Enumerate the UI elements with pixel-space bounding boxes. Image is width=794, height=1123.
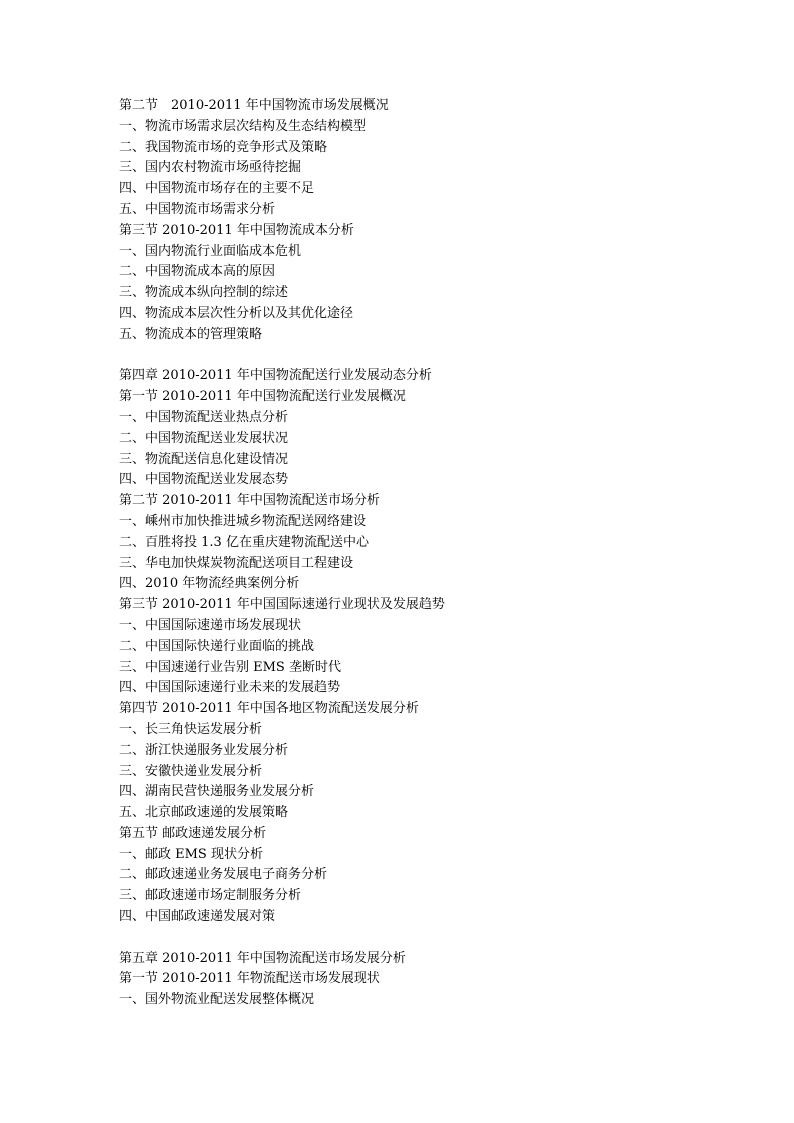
toc-line: 二、中国物流成本高的原因 [119, 264, 276, 280]
toc-line: 四、中国邮政速递发展对策 [119, 909, 276, 925]
toc-line: 四、物流成本层次性分析以及其优化途径 [119, 305, 354, 321]
toc-line: 第三节 2010-2011 年中国物流成本分析 [119, 222, 354, 238]
toc-line: 一、国内物流行业面临成本危机 [119, 243, 302, 259]
toc-line: 第五章 2010-2011 年中国物流配送市场发展分析 [119, 950, 406, 966]
toc-line: 一、中国国际速递市场发展现状 [119, 617, 302, 633]
blank-line [119, 928, 679, 949]
toc-line: 三、安徽快递业发展分析 [119, 763, 263, 779]
toc-line: 二、浙江快递服务业发展分析 [119, 742, 289, 758]
toc-line: 第三节 2010-2011 年中国国际速递行业现状及发展趋势 [119, 597, 445, 613]
toc-line: 一、邮政 EMS 现状分析 [119, 846, 263, 862]
toc-line: 四、2010 年物流经典案例分析 [119, 576, 300, 592]
toc-line: 二、百胜将投 1.3 亿在重庆建物流配送中心 [119, 534, 369, 550]
toc-line: 一、国外物流业配送发展整体概况 [119, 992, 315, 1008]
toc-line: 四、中国国际速递行业未来的发展趋势 [119, 680, 341, 696]
toc-line: 第四节 2010-2011 年中国各地区物流配送发展分析 [119, 701, 419, 717]
toc-line: 第四章 2010-2011 年中国物流配送行业发展动态分析 [119, 368, 432, 384]
toc-line: 五、中国物流市场需求分析 [119, 201, 276, 217]
toc-line: 二、中国国际快递行业面临的挑战 [119, 638, 315, 654]
toc-line: 四、中国物流市场存在的主要不足 [119, 181, 315, 197]
toc-line: 第二节 2010-2011 年中国物流市场发展概况 [119, 98, 389, 113]
toc-line: 四、中国物流配送业发展态势 [119, 472, 289, 488]
toc-line: 一、长三角快运发展分析 [119, 721, 263, 737]
toc-line: 三、物流成本纵向控制的综述 [119, 285, 289, 301]
toc-line: 二、中国物流配送业发展状况 [119, 430, 289, 446]
toc-line: 一、物流市场需求层次结构及生态结构模型 [119, 118, 367, 134]
toc-line: 一、中国物流配送业热点分析 [119, 409, 289, 425]
toc-line: 三、邮政速递市场定制服务分析 [119, 888, 302, 904]
toc-line: 第一节 2010-2011 年中国物流配送行业发展概况 [119, 389, 406, 405]
toc-line: 三、物流配送信息化建设情况 [119, 451, 289, 467]
table-of-contents [119, 96, 679, 1011]
toc-line: 五、物流成本的管理策略 [119, 326, 263, 342]
toc-line: 一、嵊州市加快推进城乡物流配送网络建设 [119, 513, 367, 529]
toc-line: 五、北京邮政速递的发展策略 [119, 805, 289, 821]
toc-line: 二、我国物流市场的竞争形式及策略 [119, 139, 328, 155]
toc-line: 四、湖南民营快递服务业发展分析 [119, 784, 315, 800]
toc-line: 第一节 2010-2011 年物流配送市场发展现状 [119, 971, 380, 987]
blank-line [119, 346, 679, 367]
toc-line: 三、华电加快煤炭物流配送项目工程建设 [119, 555, 354, 571]
toc-line: 三、国内农村物流市场亟待挖掘 [119, 160, 302, 176]
toc-line: 第五节 邮政速递发展分析 [119, 825, 267, 841]
toc-line: 第二节 2010-2011 年中国物流配送市场分析 [119, 493, 380, 509]
toc-line: 三、中国速递行业告别 EMS 垄断时代 [119, 659, 341, 675]
toc-line: 二、邮政速递业务发展电子商务分析 [119, 867, 328, 883]
